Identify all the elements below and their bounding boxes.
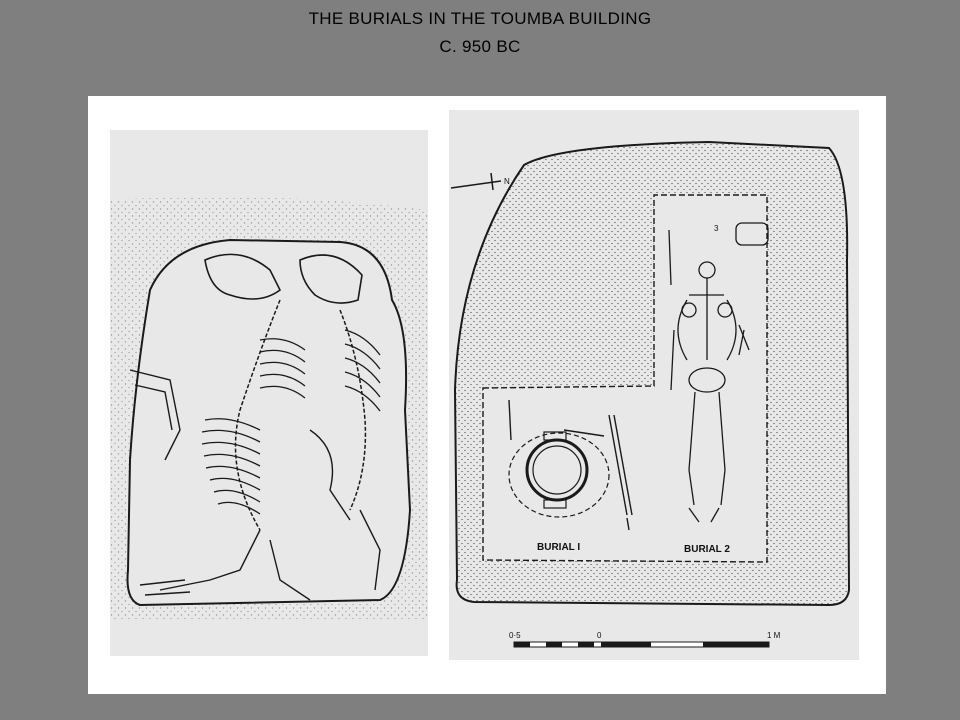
horse-skeletons-illustration	[110, 130, 428, 656]
burial-2-label: BURIAL 2	[684, 544, 730, 555]
number-label: 3	[714, 224, 719, 233]
scale-bar	[514, 642, 769, 647]
burials-plan-illustration	[449, 110, 859, 660]
scale-right-label: 1 M	[767, 631, 781, 640]
slide-subtitle: C. 950 BC	[439, 37, 521, 56]
horse-burial-drawing	[110, 130, 428, 656]
north-label: N	[504, 177, 510, 186]
slide-title: THE BURIALS IN THE TOUMBA BUILDING	[308, 9, 652, 28]
burial-1-label: BURIAL I	[537, 542, 581, 553]
scale-left-label: 0·5	[509, 631, 521, 640]
burials-plan-drawing	[449, 110, 859, 660]
north-arrow-icon	[451, 173, 501, 190]
scale-zero-label: 0	[597, 631, 602, 640]
